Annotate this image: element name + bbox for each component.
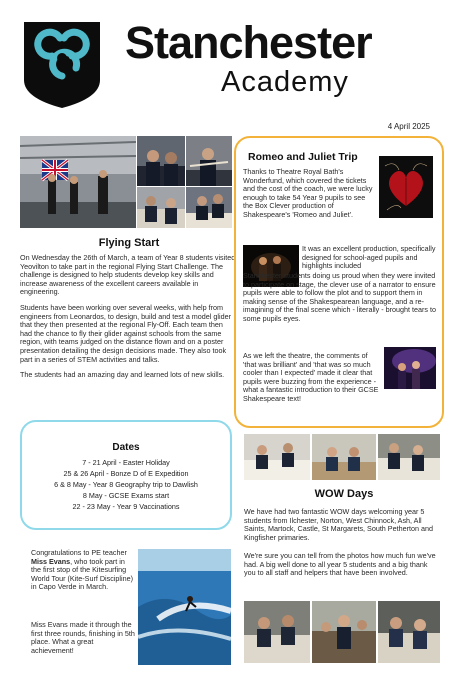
romeo-juliet-paragraph: Thanks to Theatre Royal Bath's Wonderfund, which covered the tickets and the cost of the coach, we were lucky enough to take 54 Year 9 pupils to see the Box Clever production of Shakespeare's 'Romeo and Juliet'.: [243, 167, 373, 219]
flying-start-photo-workshop: [137, 187, 185, 228]
academy-logo: [20, 18, 104, 110]
flying-start-paragraph: Students have been working over several weeks, with help from engineers from Leonardos, to design, build and test a model glider that they then presented at the regional Fly-Off. Each team then had the chance to fly their glider against schools from the same region, with teams judged on the distance flown and on a poster presentation detailing the design decisions made. They also took part in a series of STEM activities and talks.: [20, 302, 231, 364]
miss-evans-paragraph: [31, 549, 135, 592]
date-item: 22 - 23 May - Year 9 Vaccinations: [72, 502, 180, 511]
flying-start-photo-glider: [186, 136, 232, 186]
romeo-juliet-poster: [379, 156, 433, 218]
dates-heading: Dates: [112, 442, 140, 453]
date-item: 7 - 21 April - Easter Holiday: [82, 458, 170, 467]
kitesurf-photo: [138, 549, 231, 665]
romeo-juliet-paragraph: It was an excellent production, specifically designed for school-aged pupils and highlights included: [302, 244, 436, 271]
date-item: 8 May - GCSE Exams start: [82, 491, 170, 500]
flying-start-photo-pupils: [137, 136, 185, 186]
flying-start-paragraph: On Wednesday the 26th of March, a team of Year 8 students visited Yeovilton to take part in the regional Flying Start Challenge. The challenge is designed to help students develop key skills and increase awareness of the excellent careers available in engineering.: [20, 253, 236, 297]
flying-start-paragraph: The students had an amazing day and learned lots of new skills.: [20, 370, 225, 380]
romeo-juliet-paragraph: As we left the theatre, the comments of 'that was brilliant' and 'that was so much cooler than I expected' made it clear that pupils were buzzing from the experience - what a fantastic introduction to their GCSE Shakespeare text!: [243, 351, 379, 403]
wow-day-photo: [378, 434, 440, 480]
flying-start-heading: Flying Start: [98, 237, 160, 249]
date-item: 25 & 26 April - Bonze D of E Expedition: [63, 469, 189, 478]
miss-evans-text: , who took part in the first stop of the Kitesurfing World Tour (Kite-Surf Discipline) in Capo Verde in March.: [31, 556, 133, 592]
romeo-juliet-paragraph: Stanchester students doing us proud when they were invited to participate on stage, the clever use of a narrator to ensure pupils were able to follow the plot and to support them in making sense of the Shakespearean language, and a re-imagining of the final scene which - literally - brought tears to some pupils eyes.: [243, 271, 436, 323]
romeo-juliet-heading: Romeo and Juliet Trip: [248, 151, 358, 163]
flying-start-photo-hangar: [20, 136, 136, 228]
wow-day-photo: [244, 434, 310, 480]
miss-evans-paragraph: Miss Evans made it through the first three rounds, finishing in 5th place. What a great achievement!: [31, 620, 135, 655]
flying-start-article: [20, 254, 236, 387]
miss-evans-name: Miss Evans: [31, 556, 71, 566]
wow-days-paragraph: We're sure you can tell from the photos how much fun we've had. A big well done to all year 5 students and a big thank you to all staff and helpers that have been involved.: [244, 551, 436, 578]
miss-evans-text: Congratulations to PE teacher: [31, 548, 127, 557]
wow-day-photo: [312, 434, 376, 480]
flying-start-photo-team: [186, 187, 232, 228]
issue-date: 4 April 2025: [387, 122, 430, 131]
date-item: 6 & 8 May - Year 8 Geography trip to Dawlish: [54, 480, 198, 489]
dates-list: [20, 457, 232, 512]
wow-day-photo: [312, 601, 376, 663]
school-subtitle: Academy: [221, 66, 349, 98]
masthead: [125, 17, 440, 98]
wow-days-heading: WOW Days: [314, 488, 374, 500]
wow-day-photo: [378, 601, 440, 663]
school-name: Stanchester: [125, 17, 372, 68]
romeo-juliet-performance-photo: [384, 347, 436, 389]
wow-day-photo: [244, 601, 310, 663]
wow-days-paragraph: We have had two fantastic WOW days welcoming year 5 students from Ilchester, Norton, West Chinnock, Ash, All Saints, Martock, Castle, St Margarets, South Petherton and Kingfisher primaries.: [244, 507, 433, 542]
